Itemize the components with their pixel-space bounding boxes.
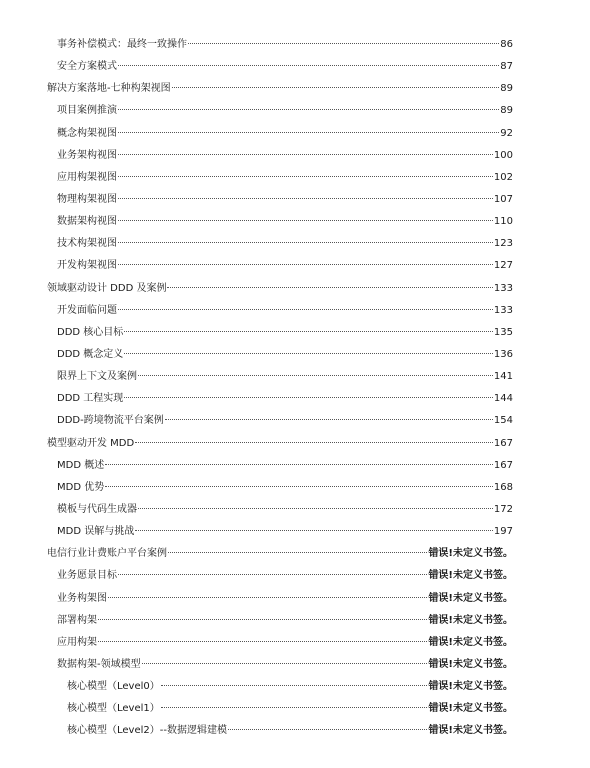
page-number: 141 [493, 371, 513, 383]
toc-entry-title: 安全方案模式 [57, 61, 117, 73]
dot-leader [118, 176, 493, 177]
toc-entry-title: MDD 概述 [57, 459, 105, 471]
toc-entry[interactable] [0, 255, 590, 277]
toc-entry-title: 应用构架 [57, 636, 97, 648]
toc-entry-title: DDD 核心目标 [57, 326, 124, 338]
dot-leader [118, 264, 493, 265]
dot-leader [108, 597, 427, 598]
dot-leader [118, 220, 493, 221]
toc-entry-title: 数据构架-领域模型 [57, 658, 141, 670]
toc-entry-title: 核心模型（Level0） [67, 681, 160, 693]
toc-entry-title: 概念构架视图 [57, 127, 117, 139]
toc-entry-title: DDD-跨境物流平台案例 [57, 415, 164, 427]
dot-leader [161, 707, 428, 708]
toc-entry[interactable] [0, 56, 590, 78]
toc-entry[interactable] [0, 565, 590, 587]
toc-entry-title: 开发面临问题 [57, 304, 117, 316]
bookmark-error-text: 错误!未定义书签。 [428, 725, 513, 737]
dot-leader [138, 508, 493, 509]
toc-entry-title: 业务构架图 [57, 592, 107, 604]
dot-leader [118, 65, 499, 66]
page-number: 86 [500, 39, 513, 50]
dot-leader [98, 641, 427, 642]
bookmark-error-text: 错误!未定义书签。 [428, 681, 513, 693]
page-number: 87 [500, 61, 513, 73]
dot-leader [105, 486, 493, 487]
dot-leader [172, 87, 500, 88]
toc-entry[interactable] [0, 233, 590, 255]
toc-entry[interactable] [0, 543, 590, 565]
dot-leader [135, 530, 493, 531]
bookmark-error-text: 错误!未定义书签。 [428, 592, 513, 604]
dot-leader [105, 464, 493, 465]
toc-entry[interactable] [0, 78, 590, 100]
toc-entry[interactable] [0, 34, 590, 56]
page-number: 197 [493, 526, 513, 538]
page-number: 167 [493, 437, 513, 449]
toc-entry-title: 应用构架视图 [57, 171, 117, 183]
dot-leader [118, 574, 427, 575]
toc-entry[interactable] [0, 145, 590, 167]
page-number: 100 [493, 149, 513, 161]
toc-entry[interactable] [0, 278, 590, 300]
toc-entry[interactable] [0, 499, 590, 521]
toc-entry-title: 核心模型（Level2）--数据逻辑建模 [67, 725, 227, 737]
toc-entry-title: MDD 误解与挑战 [57, 526, 135, 538]
page-number: 133 [493, 282, 513, 294]
page-number: 172 [493, 503, 513, 515]
toc-entry[interactable] [0, 455, 590, 477]
page-number: 167 [493, 459, 513, 471]
page-number: 168 [493, 481, 513, 493]
page-number: 136 [493, 348, 513, 360]
toc-entry[interactable] [0, 366, 590, 388]
toc-entry-title: 领域驱动设计 DDD 及案例 [47, 282, 167, 294]
toc-entry[interactable] [0, 189, 590, 211]
page-number: 127 [493, 260, 513, 272]
dot-leader [124, 331, 493, 332]
toc-entry[interactable] [0, 167, 590, 189]
toc-entry[interactable] [0, 322, 590, 344]
toc-entry-title: 数据架构视图 [57, 216, 117, 228]
page-number: 135 [493, 326, 513, 338]
bookmark-error-text: 错误!未定义书签。 [428, 658, 513, 670]
toc-entry-title: 限界上下文及案例 [57, 371, 137, 383]
dot-leader [142, 663, 428, 664]
toc-entry[interactable] [0, 388, 590, 410]
toc-entry[interactable] [0, 300, 590, 322]
dot-leader [118, 242, 493, 243]
toc-entry-title: 模型驱动开发 MDD [47, 437, 135, 449]
toc-entry[interactable] [0, 521, 590, 543]
toc-entry[interactable] [0, 610, 590, 632]
toc-entry[interactable] [0, 676, 590, 698]
table-of-contents [0, 34, 590, 743]
toc-entry-title: 项目案例推演 [57, 105, 117, 117]
toc-entry-title: DDD 概念定义 [57, 348, 124, 360]
toc-entry-title: MDD 优势 [57, 481, 105, 493]
page-number: 92 [500, 127, 513, 139]
toc-entry-title: 业务架构视图 [57, 149, 117, 161]
bookmark-error-text: 错误!未定义书签。 [428, 703, 513, 715]
dot-leader [165, 419, 493, 420]
dot-leader [188, 43, 499, 44]
bookmark-error-text: 错误!未定义书签。 [428, 548, 513, 560]
dot-leader [118, 132, 499, 133]
toc-entry-title: DDD 工程实现 [57, 393, 124, 405]
toc-entry[interactable] [0, 588, 590, 610]
toc-entry-title: 部署构架 [57, 614, 97, 626]
dot-leader [135, 442, 493, 443]
page-number: 110 [493, 216, 513, 228]
toc-entry-title: 模板与代码生成器 [57, 503, 137, 515]
dot-leader [118, 109, 499, 110]
toc-entry[interactable] [0, 211, 590, 233]
toc-entry[interactable] [0, 433, 590, 455]
toc-entry-title: 解决方案落地-七种构架视图 [47, 83, 171, 95]
toc-entry-title: 电信行业计费账户平台案例 [47, 548, 167, 560]
toc-entry[interactable] [0, 344, 590, 366]
toc-entry-title: 物理构架视图 [57, 193, 117, 205]
toc-entry-title: 技术构架视图 [57, 238, 117, 250]
page-number: 133 [493, 304, 513, 316]
toc-entry-title: 开发构架视图 [57, 260, 117, 272]
toc-entry[interactable] [0, 632, 590, 654]
dot-leader [124, 397, 493, 398]
page-number: 154 [493, 415, 513, 427]
page-number: 89 [500, 105, 513, 117]
toc-entry[interactable] [0, 410, 590, 432]
page-number: 102 [493, 171, 513, 183]
page-number: 89 [500, 83, 513, 95]
toc-entry[interactable] [0, 100, 590, 122]
page-number: 123 [493, 238, 513, 250]
dot-leader [168, 552, 427, 553]
bookmark-error-text: 错误!未定义书签。 [428, 570, 513, 582]
toc-entry[interactable] [0, 123, 590, 145]
toc-entry-title: 业务愿景目标 [57, 570, 117, 582]
dot-leader [228, 729, 427, 730]
dot-leader [118, 154, 493, 155]
toc-entry-title: 事务补偿模式：最终一致操作 [57, 39, 187, 50]
toc-entry[interactable] [0, 698, 590, 720]
dot-leader [124, 353, 493, 354]
toc-entry[interactable] [0, 720, 590, 742]
dot-leader [118, 309, 493, 310]
toc-entry[interactable] [0, 477, 590, 499]
dot-leader [118, 198, 493, 199]
dot-leader [98, 619, 427, 620]
page-number: 144 [493, 393, 513, 405]
toc-entry-title: 核心模型（Level1） [67, 703, 160, 715]
bookmark-error-text: 错误!未定义书签。 [428, 636, 513, 648]
dot-leader [167, 287, 492, 288]
bookmark-error-text: 错误!未定义书签。 [428, 614, 513, 626]
page-number: 107 [493, 193, 513, 205]
toc-entry[interactable] [0, 654, 590, 676]
dot-leader [161, 685, 428, 686]
dot-leader [138, 375, 493, 376]
